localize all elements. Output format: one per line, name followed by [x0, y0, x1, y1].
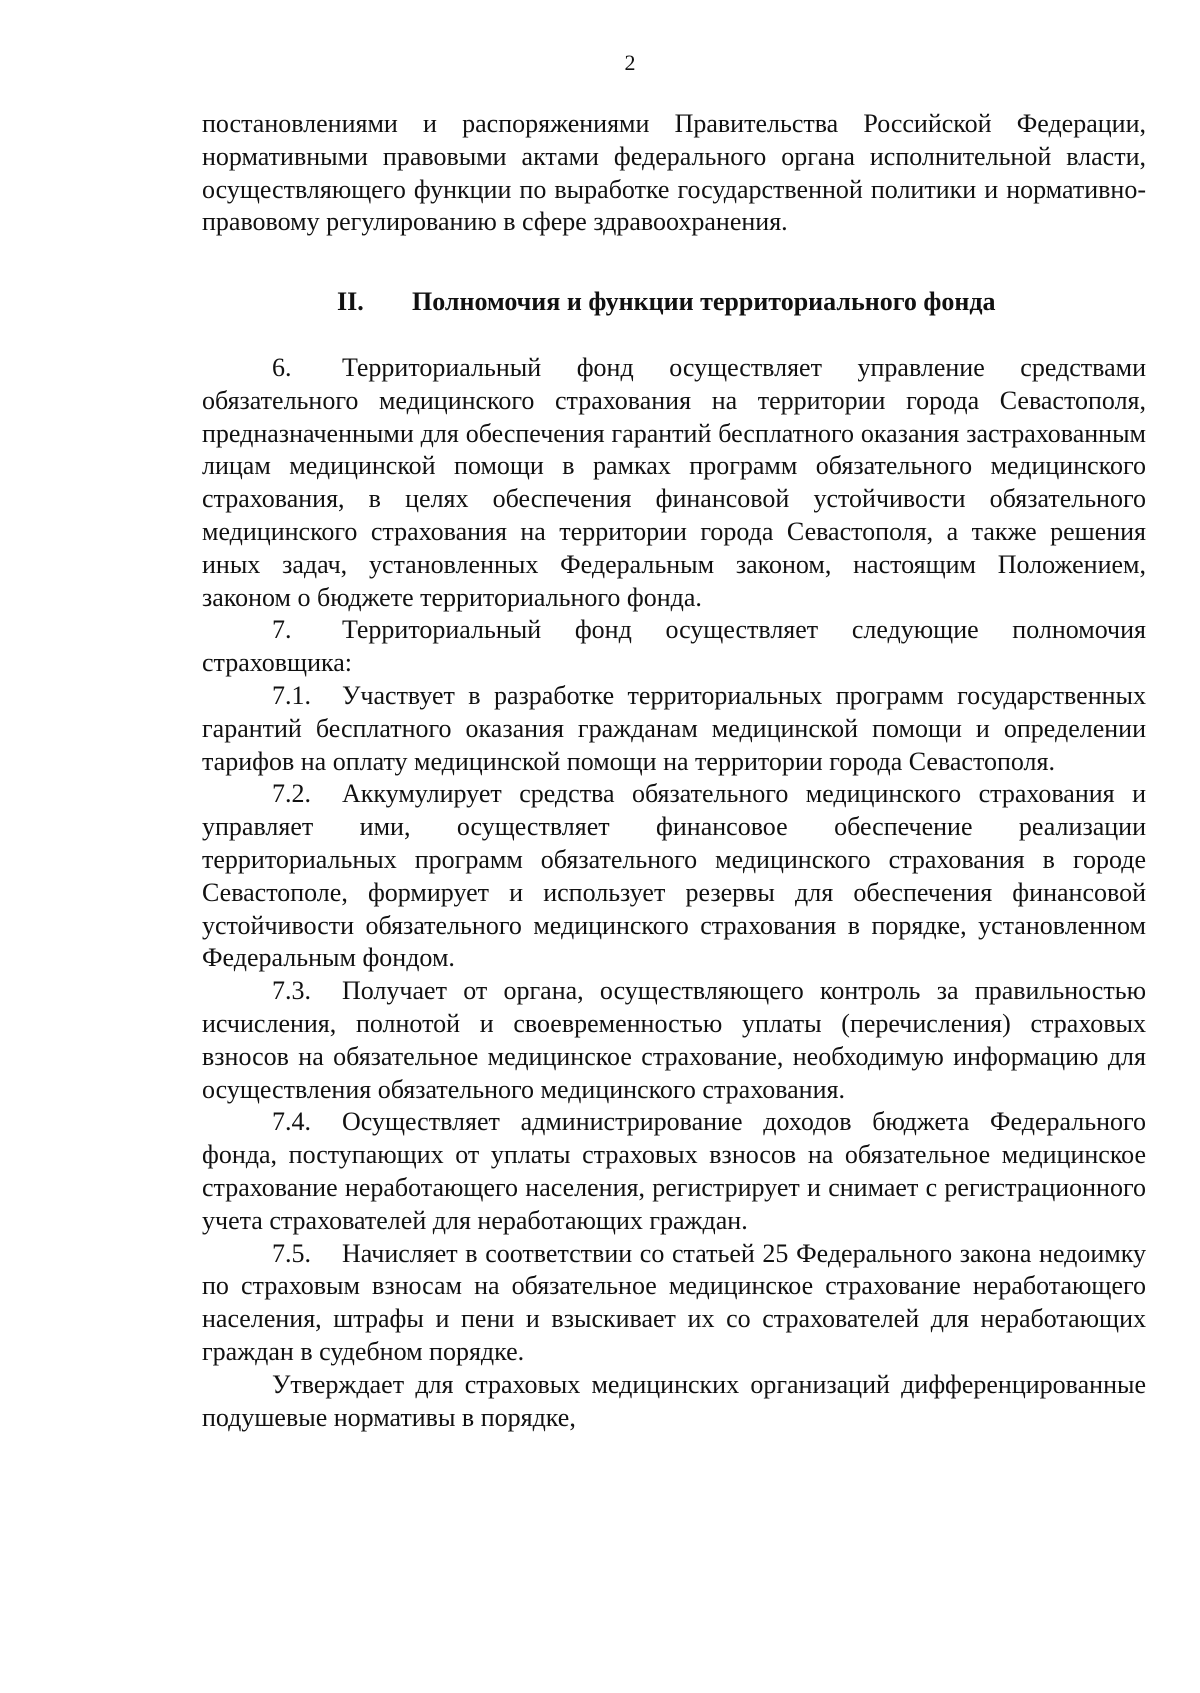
paragraph-text: Получает от органа, осуществляющего контроль за правильностью исчисления, полнотой и своевременностью уплаты (перечисления) страховых взносов на обязательное медицинское страхование, необходимую информацию для осуществления обязательного медицинского страхования.	[202, 976, 1146, 1104]
paragraph-number: 7.4.	[272, 1107, 311, 1137]
paragraph-number: 7.	[272, 615, 292, 645]
paragraph-7	[202, 614, 1146, 680]
section-title: Полномочия и функции территориального фонда	[412, 287, 996, 316]
paragraph-number: 7.5.	[272, 1238, 311, 1268]
paragraph-7-3	[202, 975, 1146, 1106]
paragraph-7-2	[202, 778, 1146, 975]
paragraph-7-4	[202, 1106, 1146, 1237]
paragraph-continuation	[202, 1369, 1146, 1435]
paragraph-text: Утверждает для страховых медицинских организаций дифференцированные подушевые нормативы в порядке,	[202, 1369, 1146, 1432]
page-number: 2	[624, 50, 636, 75]
paragraph-number: 7.2.	[272, 779, 311, 809]
paragraph-7-5	[202, 1238, 1146, 1369]
paragraph-number: 7.1.	[272, 680, 311, 710]
numbered-paragraphs	[202, 352, 1146, 1434]
paragraph-text: Территориальный фонд осуществляет следующие полномочия страховщика:	[202, 615, 1146, 678]
paragraph-text: Территориальный фонд осуществляет управление средствами обязательного медицинского страхования на территории города Севастополя, предназначенными для обеспечения гарантий бесплатного оказания застрахованным лицам медицинской помощи в рамках программ обязательного медицинского страхования, в целях обеспечения финансовой устойчивости обязательного медицинского страхования на территории города Севастополя, а также решения иных задач, установленных Федеральным законом, настоящим Положением, законом о бюджете территориального фонда.	[202, 353, 1146, 612]
paragraph-text: Осуществляет администрирование доходов бюджета Федерального фонда, поступающих от уплаты страховых взносов на обязательное медицинское страхование неработающего населения, регистрирует и снимает с регистрационного учета страхователей для неработающих граждан.	[202, 1107, 1146, 1235]
intro-paragraph: постановлениями и распоряжениями Правительства Российской Федерации, нормативными правовыми актами федерального органа исполнительной власти, осуществляющего функции по выработке государственной политики и нормативно-правовому регулированию в сфере здравоохранения.	[202, 109, 1146, 237]
paragraph-text: Участвует в разработке территориальных программ государственных гарантий бесплатного оказания гражданам медицинской помощи и определении тарифов на оплату медицинской помощи на территории города Севастополя.	[202, 680, 1146, 776]
paragraph-number: 7.3.	[272, 976, 311, 1006]
section-heading-block	[202, 286, 1146, 318]
paragraph-6	[202, 352, 1146, 614]
paragraph-number: 6.	[272, 353, 292, 382]
paragraph-7-1	[202, 680, 1146, 778]
paragraph-text: Начисляет в соответствии со статьей 25 Федерального закона недоимку по страховым взносам на обязательное медицинское страхование неработающего населения, штрафы и пени и взыскивает их со страхователей для неработающих граждан в судебном порядке.	[202, 1238, 1146, 1366]
paragraph-text: Аккумулирует средства обязательного медицинского страхования и управляет ими, осуществляет финансовое обеспечение реализации территориальных программ обязательного медицинского страхования в городе Севастополе, формирует и использует резервы для обеспечения финансовой устойчивости обязательного медицинского страхования в порядке, установленном Федеральным фондом.	[202, 779, 1146, 973]
intro-paragraph-block	[202, 108, 1146, 239]
section-heading	[202, 286, 1146, 318]
section-roman-numeral: II.	[337, 287, 364, 316]
